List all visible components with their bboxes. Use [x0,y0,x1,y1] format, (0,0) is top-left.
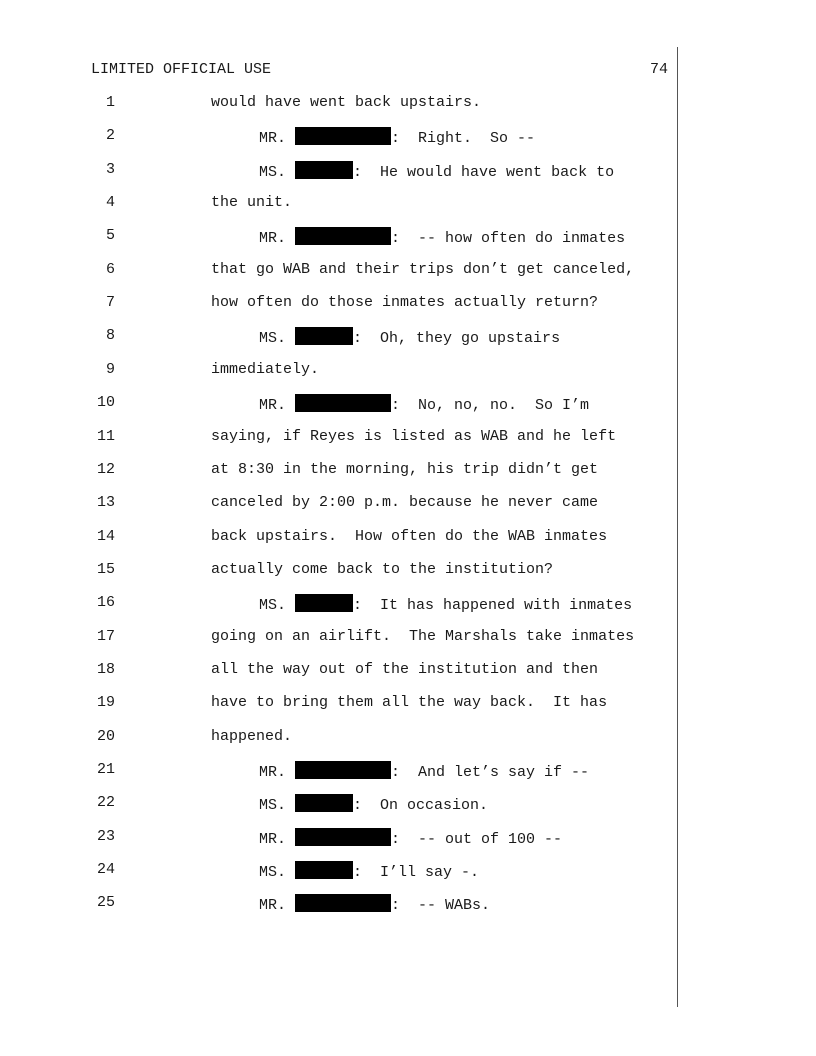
line-number: 20 [96,728,115,745]
transcript-line [0,594,680,616]
transcript-line [0,261,680,283]
speaker-statement: : No, no, no. So I’m [391,397,590,414]
line-text [259,794,488,814]
redacted-name-box [295,594,353,612]
line-number: 18 [96,661,115,678]
line-text [259,861,479,881]
transcript-line [0,394,680,416]
line-number: 9 [105,361,115,378]
line-text [259,894,490,914]
line-text: saying, if Reyes is listed as WAB and he left [211,428,617,445]
redacted-name-box [295,828,391,846]
line-text: have to bring them all the way back. It has [211,694,608,711]
transcript-line [0,828,680,850]
line-number: 21 [96,761,115,778]
redacted-name-box [295,894,391,912]
line-number: 17 [96,628,115,645]
line-number: 25 [96,894,115,911]
transcript-line [0,628,680,650]
line-text: how often do those inmates actually return? [211,294,599,311]
line-number: 8 [105,327,115,344]
line-number: 12 [96,461,115,478]
redacted-name-box [295,127,391,145]
speaker-statement: : I’ll say -. [353,864,480,881]
line-number: 11 [96,428,115,445]
transcript-line [0,861,680,883]
line-text: at 8:30 in the morning, his trip didn’t get [211,461,599,478]
line-number: 13 [96,494,115,511]
line-text: the unit. [211,194,293,211]
speaker-title: MR. [259,764,287,781]
speaker-title: MR. [259,397,287,414]
line-number: 22 [96,794,115,811]
transcript-line [0,161,680,183]
transcript-line [0,361,680,383]
speaker-title: MS. [259,864,287,881]
transcript-line [0,894,680,916]
speaker-title: MR. [259,897,287,914]
line-text: going on an airlift. The Marshals take inmates [211,628,635,645]
line-number: 24 [96,861,115,878]
transcript-line [0,528,680,550]
line-number: 14 [96,528,115,545]
redacted-name-box [295,161,353,179]
line-number: 23 [96,828,115,845]
speaker-statement: : It has happened with inmates [353,597,633,614]
redacted-name-box [295,394,391,412]
line-number: 15 [96,561,115,578]
line-text: would have went back upstairs. [211,94,482,111]
redacted-name-box [295,227,391,245]
speaker-statement: : On occasion. [353,797,489,814]
line-text: that go WAB and their trips don’t get canceled, [211,261,635,278]
redacted-name-box [295,794,353,812]
line-text [259,227,625,247]
line-text [259,327,560,347]
transcript-line [0,127,680,149]
redacted-name-box [295,861,353,879]
line-number: 5 [105,227,115,244]
speaker-title: MR. [259,230,287,247]
speaker-title: MS. [259,597,287,614]
speaker-title: MR. [259,130,287,147]
line-number: 19 [96,694,115,711]
line-number: 2 [105,127,115,144]
speaker-statement: : He would have went back to [353,164,615,181]
line-number: 4 [105,194,115,211]
speaker-title: MS. [259,164,287,181]
transcript-line [0,561,680,583]
line-text: all the way out of the institution and then [211,661,599,678]
transcript-line [0,494,680,516]
transcript-line [0,294,680,316]
page-number: 74 [649,61,668,78]
line-text [259,161,614,181]
line-text [259,394,589,414]
line-number: 3 [105,161,115,178]
line-text: happened. [211,728,293,745]
transcript-line [0,227,680,249]
speaker-statement: : Right. So -- [391,130,536,147]
transcript-line [0,194,680,216]
line-text [259,594,632,614]
transcript-line [0,428,680,450]
classification-header: LIMITED OFFICIAL USE [91,61,272,78]
line-number: 16 [96,594,115,611]
speaker-title: MS. [259,797,287,814]
line-number: 7 [105,294,115,311]
transcript-line [0,461,680,483]
speaker-statement: : -- WABs. [391,897,491,914]
redacted-name-box [295,327,353,345]
transcript-line [0,694,680,716]
transcript-line [0,327,680,349]
speaker-title: MS. [259,330,287,347]
line-text [259,761,589,781]
line-number: 1 [105,94,115,111]
transcript-line [0,728,680,750]
line-text: back upstairs. How often do the WAB inmates [211,528,608,545]
redacted-name-box [295,761,391,779]
line-text: immediately. [211,361,320,378]
transcript-line [0,794,680,816]
transcript-line [0,94,680,116]
transcript-line [0,661,680,683]
line-text [259,127,535,147]
speaker-statement: : And let’s say if -- [391,764,590,781]
line-text [259,828,562,848]
speaker-statement: : -- out of 100 -- [391,831,563,848]
speaker-title: MR. [259,831,287,848]
line-number: 6 [105,261,115,278]
line-text: canceled by 2:00 p.m. because he never came [211,494,599,511]
line-text: actually come back to the institution? [211,561,554,578]
speaker-statement: : Oh, they go upstairs [353,330,561,347]
speaker-statement: : -- how often do inmates [391,230,626,247]
transcript-line [0,761,680,783]
line-number: 10 [96,394,115,411]
